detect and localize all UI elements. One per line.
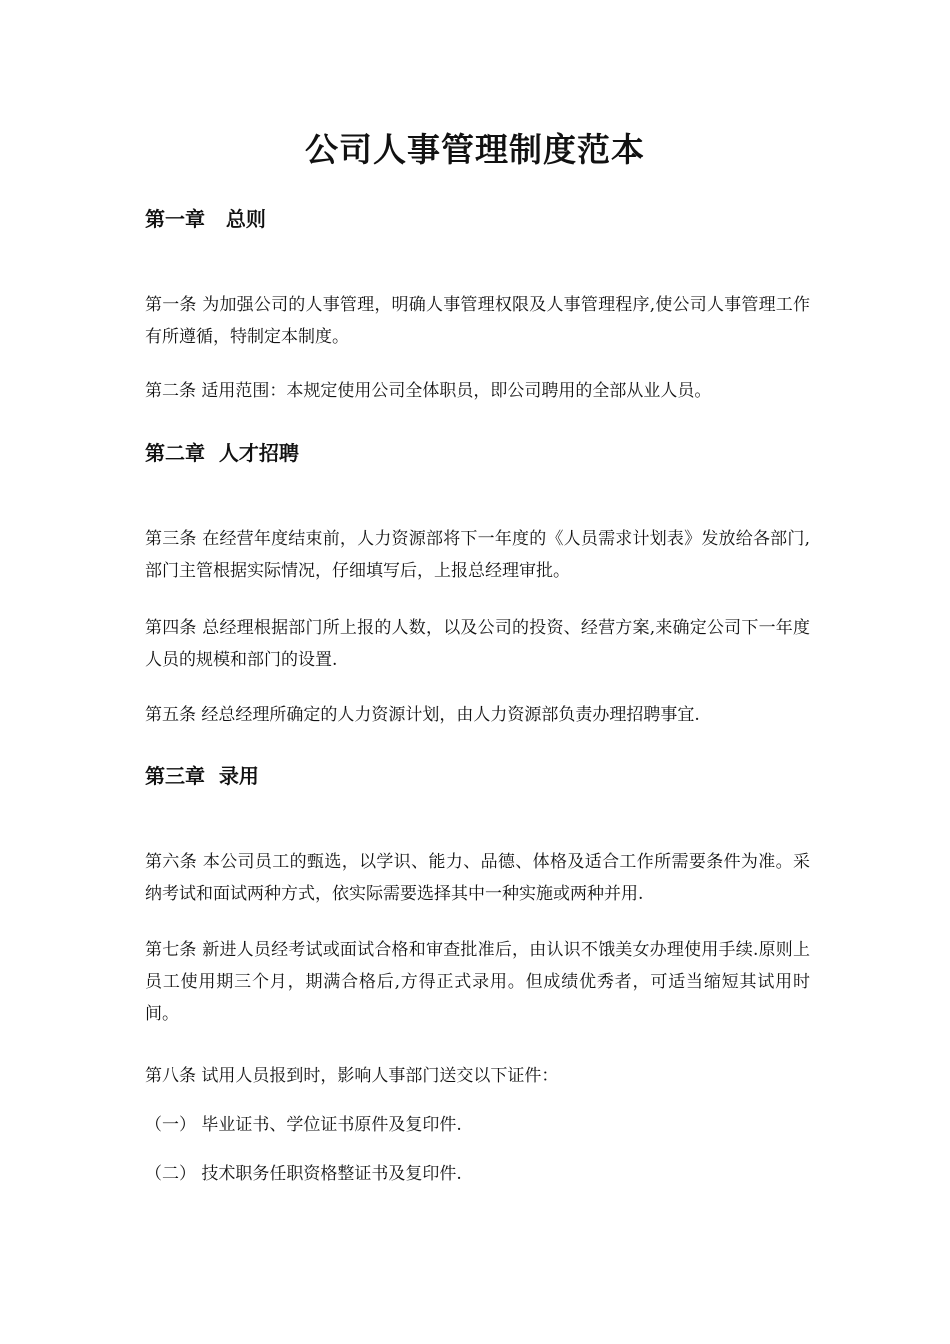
article-paragraph: [145, 934, 810, 1030]
article-paragraph: [145, 612, 810, 676]
article-text: 新进人员经考试或面试合格和审查批准后，由认识不饿美女办理使用手续.原则上员工使用期三个月，期满合格后,方得正式录用。但成绩优秀者，可适当缩短其试用时间。: [145, 940, 810, 1024]
document-title: 公司人事管理制度范本: [305, 130, 645, 169]
article-text: 在经营年度结束前，人力资源部将下一年度的《人员需求计划表》发放给各部门,部门主管根据实际情况，仔细填写后，上报总经理审批。: [145, 529, 810, 581]
article-label: 第二条: [145, 381, 202, 401]
article-text: 经总经理所确定的人力资源计划，由人力资源部负责办理招聘事宜.: [201, 705, 700, 725]
article-paragraph: [145, 375, 810, 407]
article-label: 第四条: [145, 618, 203, 638]
article-text: 本公司员工的甄选，以学识、能力、品德、体格及适合工作所需要条件为准。采纳考试和面试两种方式，依实际需要选择其中一种实施或两种并用.: [145, 852, 811, 904]
chapter-heading: 第二章 人才招聘: [145, 441, 299, 465]
article-paragraph: [145, 523, 810, 587]
list-item-text: 技术职务任职资格整证书及复印件.: [201, 1164, 462, 1184]
article-label: 第八条: [145, 1066, 202, 1086]
chapter-heading: 第三章 录用: [145, 764, 259, 788]
article-paragraph: [145, 289, 810, 353]
article-text: 为加强公司的人事管理，明确人事管理权限及人事管理程序,使公司人事管理工作有所遵循，特制定本制度。: [145, 295, 810, 347]
article-text: 适用范围：本规定使用公司全体职员，即公司聘用的全部从业人员。: [201, 381, 712, 401]
article-paragraph: [145, 699, 810, 731]
article-label: 第五条: [145, 705, 202, 725]
list-item-label: （二）: [145, 1164, 202, 1184]
article-label: 第七条: [145, 940, 203, 960]
list-item: [145, 1158, 810, 1190]
list-item: [145, 1109, 810, 1141]
article-label: 第一条: [145, 295, 203, 315]
article-label: 第三条: [145, 529, 203, 549]
article-text: 总经理根据部门所上报的人数，以及公司的投资、经营方案,来确定公司下一年度人员的规模和部门的设置.: [145, 618, 810, 670]
article-paragraph: [145, 1060, 810, 1092]
article-paragraph: [145, 846, 810, 910]
list-item-text: 毕业证书、学位证书原件及复印件.: [201, 1115, 462, 1135]
chapter-heading: 第一章 总则: [145, 207, 266, 231]
list-item-label: （一）: [145, 1115, 202, 1135]
article-text: 试用人员报到时，影响人事部门送交以下证件：: [201, 1066, 559, 1086]
article-label: 第六条: [145, 852, 203, 872]
